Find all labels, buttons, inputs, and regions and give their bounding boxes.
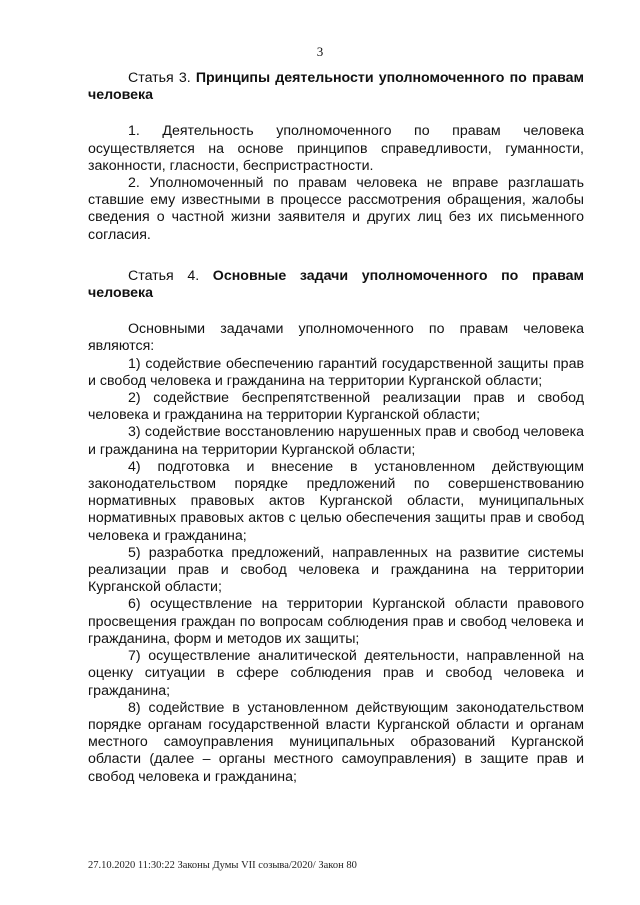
article-4-item-5: 5) разработка предложений, направленных на развитие системы реализации прав и свобод человека и гражданина на территории Курганской области; [88, 544, 584, 596]
article-4-item-6: 6) осуществление на территории Курганской области правового просвещения граждан по вопросам соблюдения прав и свобод человека и гражданина, форм и методов их защиты; [88, 596, 584, 647]
document-body [88, 70, 584, 786]
article-4-heading [88, 268, 584, 302]
article-4-item-4: 4) подготовка и внесение в установленном действующим законодательством порядке предложений по совершенствованию нормативных правовых актов Курганской области, муниципальных нормативных правовых актов с целью обеспечения защиты прав и свобод человека и гражданина; [88, 458, 584, 544]
article-4-title: Основные задачи уполномоченного по правам человека [88, 267, 584, 302]
page-number: 3 [316, 44, 324, 59]
article-3-title: Принципы деятельности уполномоченного по правам человека [88, 70, 584, 104]
article-4-item-2: 2) содействие беспрепятственной реализации прав и свобод человека и гражданина на территории Курганской области; [88, 390, 584, 424]
article-4-item-7: 7) осуществление аналитической деятельности, направленной на оценку ситуации в сфере соблюдения прав и свобод человека и гражданина; [88, 648, 584, 699]
article-4-intro: Основными задачами уполномоченного по правам человека являются: [88, 321, 584, 355]
article-4-item-1: 1) содействие обеспечению гарантий государственной защиты прав и свобод человека и гражданина на территории Курганской области; [88, 355, 584, 389]
article-3-number: Статья 3. [128, 70, 191, 86]
article-3-heading [88, 70, 584, 104]
article-3-paragraph-2: 2. Уполномоченный по правам человека не вправе разглашать ставшие ему известными в процессе рассмотрения обращения, жалобы сведения о частной жизни заявителя и других лиц без их письменного согласия. [88, 175, 584, 243]
article-3-paragraph-1: 1. Деятельность уполномоченного по правам человека осуществляется на основе принципов справедливости, гуманности, законности, гласности, беспристрастности. [88, 123, 584, 174]
article-4-number: Статья 4. [128, 267, 200, 284]
article-4-item-8: 8) содействие в установленном действующим законодательством порядке органам государственной власти Курганской области и органам местного самоуправления муниципальных образований Курганской области (далее – органы местного самоуправления) в защите прав и свобод человека и гражданина; [88, 699, 584, 785]
article-4-item-3: 3) содействие восстановлению нарушенных прав и свобод человека и гражданина на территории Курганской области; [88, 424, 584, 458]
document-footer-stamp: 27.10.2020 11:30:22 Законы Думы VII созыва/2020/ Закон 80 [88, 860, 357, 871]
